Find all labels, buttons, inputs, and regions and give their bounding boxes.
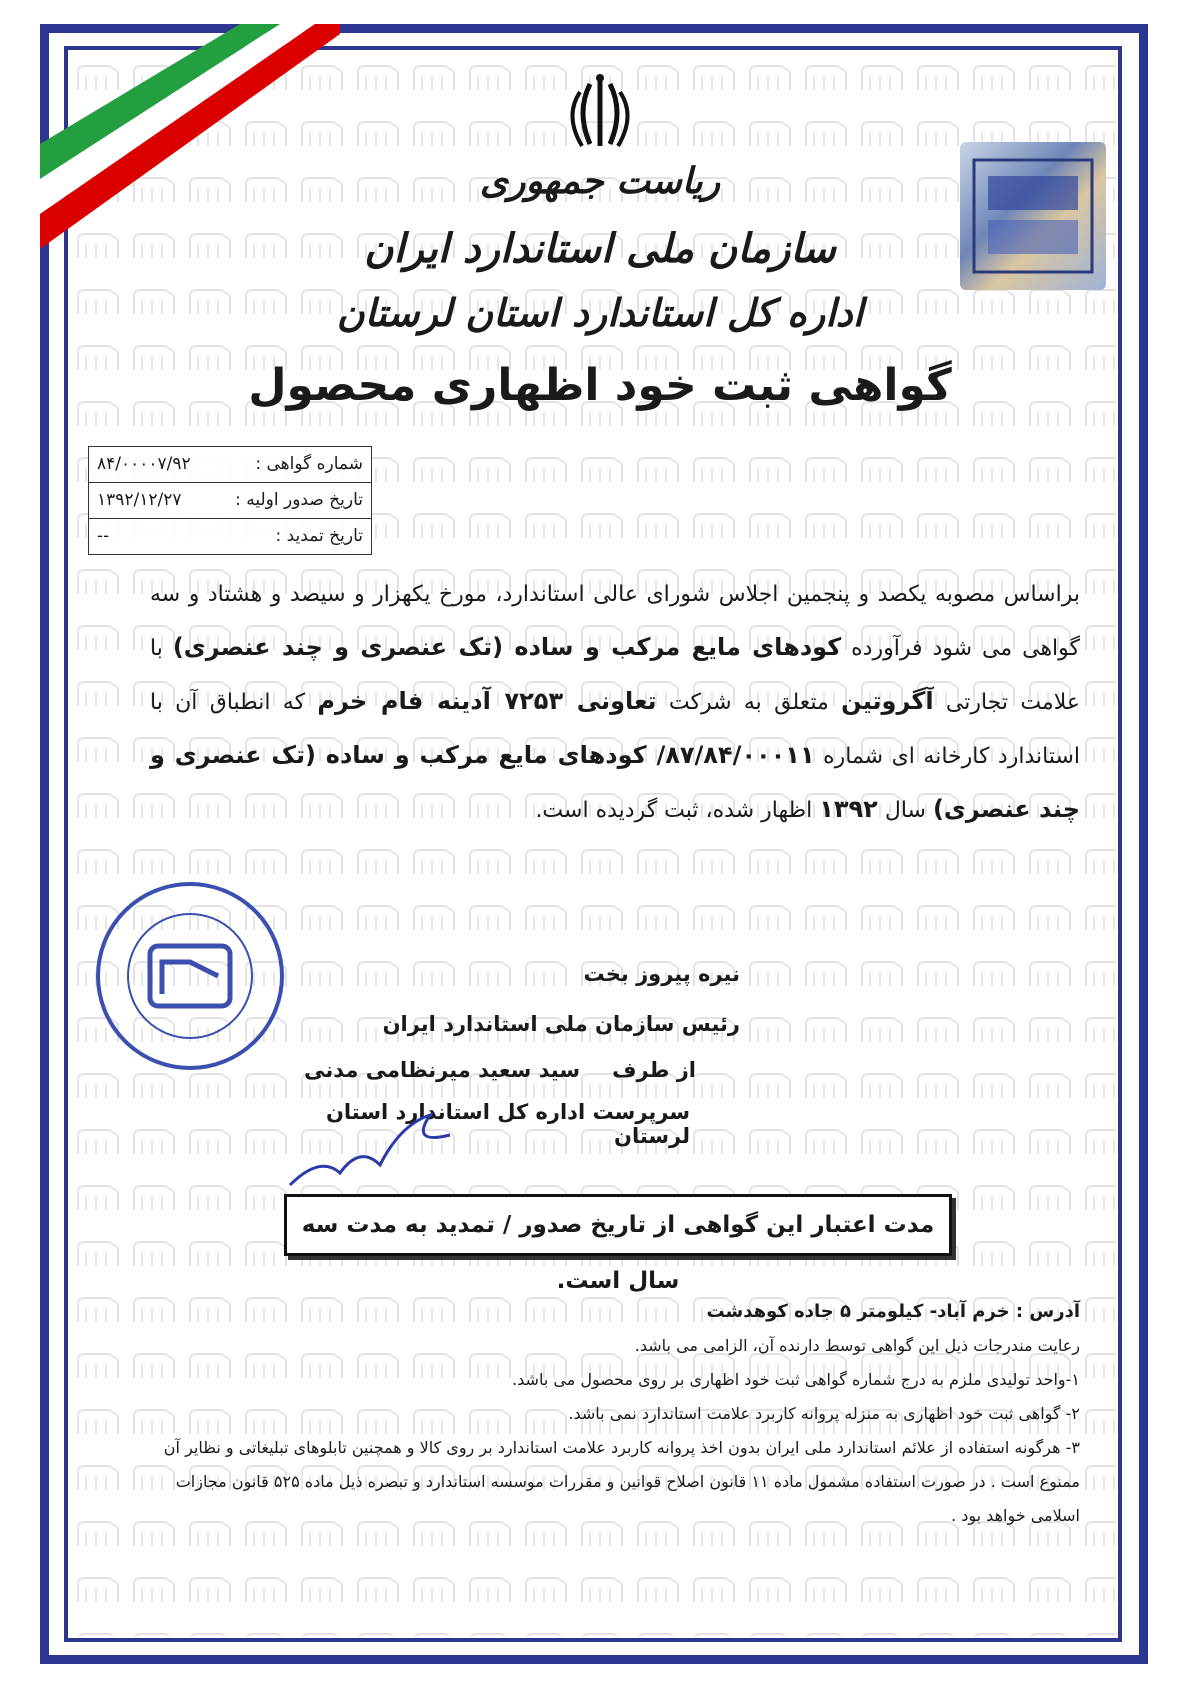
cert-number-row: [89, 447, 371, 483]
renewal-date-label: تاریخ تمدید :: [275, 526, 363, 546]
body-brand-label: با علامت تجارتی: [150, 636, 1080, 715]
renewal-date-row: [89, 519, 371, 554]
body-year-label: سال: [884, 798, 926, 823]
signatory-name-2: سید سعید میرنظامی مدنی: [304, 1058, 580, 1082]
flag-emblem-icon: [159, 135, 177, 153]
footer-notes: [130, 1295, 1080, 1533]
cert-number-label: شماره گواهی :: [255, 454, 363, 474]
national-emblem-icon: [560, 72, 640, 154]
cert-number-value: ۸۴/۰۰۰۰۷/۹۲: [97, 454, 191, 474]
standard-year: ۱۳۹۲: [819, 795, 878, 823]
issue-date-label: تاریخ صدور اولیه :: [235, 490, 363, 510]
brand-name: آگروتین: [841, 687, 934, 715]
signatory-name-1: نیره پیروز بخت: [583, 962, 740, 986]
renewal-date-value: --: [97, 526, 110, 546]
product-name: کودهای مایع مرکب و ساده (تک عنصری و چند عنصری): [172, 633, 842, 661]
note-1: ۱-واحد تولیدی ملزم به درج شماره گواهی ثبت خود اظهاری بر روی محصول می باشد.: [512, 1370, 1080, 1389]
official-stamp: [80, 876, 300, 1076]
certificate-title: گواهی ثبت خود اظهاری محصول: [248, 360, 952, 411]
certificate-body: [150, 568, 1080, 837]
note-3: ۳- هرگونه استفاده از علائم استاندارد ملی ایران بدون اخذ پروانه کاربرد علامت استاندارد بر روی کالا و همچنین تابلوهای تبلیغاتی و نظایر آن ممنوع است . در صورت استفاده مشمول ماده ۱۱ قانون اصلاح قوانین و مقررات موسسه استاندارد و تبصره ذیل ماده ۵۲۵ قانون مجازات اسلامی خواهد بود .: [163, 1438, 1080, 1525]
note-2: ۲- گواهی ثبت خود اظهاری به منزله پروانه کاربرد علامت استاندارد نمی باشد.: [568, 1404, 1080, 1423]
iran-flag-ribbon: [40, 24, 340, 254]
presidency-heading: ریاست جمهوری: [479, 160, 721, 202]
address-line: آدرس : خرم آباد- کیلومتر ۵ جاده کوهدشت: [706, 1301, 1080, 1322]
issue-date-value: ۱۳۹۲/۱۲/۲۷: [97, 490, 182, 510]
notes-intro: رعایت مندرجات ذیل این گواهی توسط دارنده آن، الزامی می باشد.: [634, 1336, 1080, 1355]
company-name: تعاونی ۷۲۵۳ آدینه فام خرم: [317, 687, 657, 715]
body-standard-label: که انطباق آن با استاندارد کارخانه ای شماره: [150, 690, 1081, 769]
organization-heading: سازمان ملی استاندارد ایران: [364, 225, 836, 272]
body-closing: اظهار شده، ثبت گردیده است.: [535, 798, 813, 823]
signatory-role-2: سرپرست اداره کل استاندارد استان لرستان: [325, 1100, 690, 1148]
signatory-role-1: رئیس سازمان ملی استاندارد ایران: [382, 1012, 740, 1036]
body-company-label: متعلق به شرکت: [668, 690, 829, 715]
provincial-office-heading: اداره کل استاندارد استان لرستان: [336, 290, 864, 335]
standard-number: ۸۷/۸۴/۰۰۰۱۱/ کودهای مایع مرکب و ساده (تک عنصری و چند عنصری): [150, 741, 1080, 823]
on-behalf-label: از طرف: [612, 1058, 696, 1082]
body-intro: براساس مصوبه یکصد و پنجمین اجلاس شورای عالی استاندارد، مورخ یکهزار و سیصد و هشتاد و سه گواهی می شود فرآورده: [150, 582, 1080, 661]
certificate-info-box: [88, 446, 372, 555]
validity-notice: مدت اعتبار این گواهی از تاریخ صدور / تمدید به مدت سه سال است.: [284, 1194, 952, 1256]
issue-date-row: [89, 483, 371, 519]
handwritten-signature: [280, 1085, 460, 1195]
